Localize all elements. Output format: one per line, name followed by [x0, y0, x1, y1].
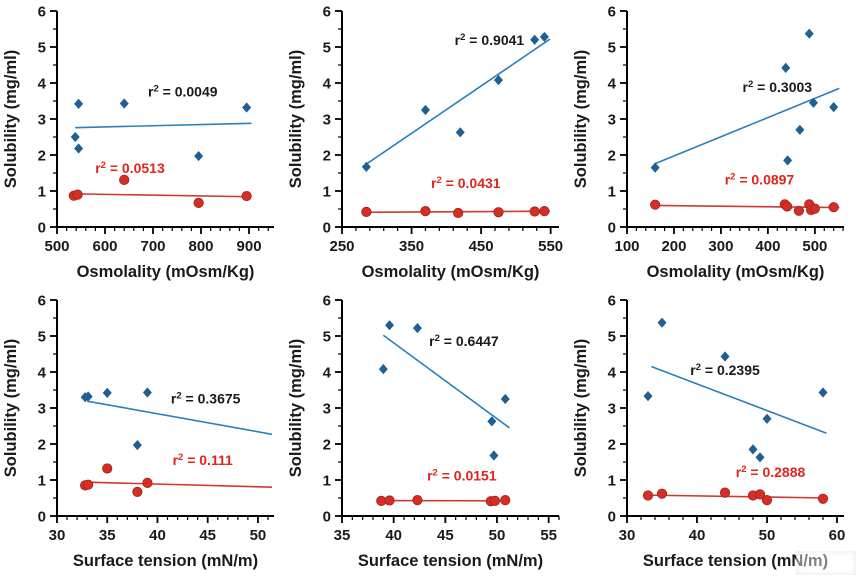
svg-text:r2 = 0.111: $r^2 = 0.111$: [172, 451, 233, 468]
svg-text:550: 550: [538, 238, 564, 255]
svg-text:r2 = 0.6447: $r^2 = 0.6447$: [429, 333, 499, 350]
svg-text:2: 2: [607, 436, 616, 454]
svg-text:3: 3: [607, 400, 616, 418]
svg-text:6: 6: [322, 292, 331, 310]
svg-text:6: 6: [322, 3, 331, 21]
svg-text:Solubility (mg/ml): Solubility (mg/ml): [2, 49, 20, 189]
svg-text:1: 1: [37, 183, 46, 201]
svg-text:1: 1: [37, 472, 46, 490]
svg-text:0: 0: [607, 219, 616, 237]
svg-text:0: 0: [607, 508, 616, 526]
svg-text:Solubility (mg/ml): Solubility (mg/ml): [2, 338, 20, 478]
svg-text:500: 500: [802, 238, 828, 255]
svg-text:Surface tension (mN/m): Surface tension (mN/m): [642, 552, 829, 570]
svg-text:1: 1: [322, 472, 331, 490]
plot-solubility-vs-osmolality-3: [570, 0, 856, 289]
svg-text:30: 30: [48, 527, 66, 544]
svg-text:40: 40: [385, 527, 403, 544]
svg-text:4: 4: [322, 75, 331, 93]
svg-text:4: 4: [37, 75, 46, 93]
svg-text:r2 = 0.9041: $r^2 = 0.9041$: [454, 32, 525, 49]
svg-text:Surface tension (mN/m): Surface tension (mN/m): [357, 552, 544, 570]
svg-text:0: 0: [322, 508, 331, 526]
svg-text:0: 0: [37, 508, 46, 526]
svg-text:100: 100: [614, 238, 640, 255]
svg-text:1: 1: [322, 183, 331, 201]
svg-text:2: 2: [322, 436, 331, 454]
plot-solubility-vs-surface-tension-1: [0, 289, 285, 578]
svg-text:2: 2: [322, 147, 331, 165]
plot-solubility-vs-osmolality-1: [0, 0, 285, 289]
svg-text:3: 3: [37, 111, 46, 129]
svg-text:4: 4: [607, 364, 616, 382]
svg-text:3: 3: [322, 400, 331, 418]
plot-solubility-vs-surface-tension-3: [570, 289, 856, 578]
svg-text:6: 6: [607, 3, 616, 21]
svg-text:r2 = 0.0513: $r^2 = 0.0513$: [95, 160, 165, 176]
svg-text:Osmolality (mOsm/Kg): Osmolality (mOsm/Kg): [76, 263, 255, 281]
svg-text:r2 = 0.0049: $r^2 = 0.0049$: [148, 83, 218, 100]
svg-text:r2 = 0.3675: $r^2 = 0.3675$: [170, 390, 241, 407]
svg-text:55: 55: [540, 527, 558, 544]
svg-text:0: 0: [322, 219, 331, 237]
svg-text:6: 6: [37, 292, 46, 310]
svg-text:200: 200: [661, 238, 687, 255]
svg-text:1: 1: [607, 183, 616, 201]
svg-text:Solubility (mg/ml): Solubility (mg/ml): [572, 49, 590, 189]
svg-text:2: 2: [37, 436, 46, 454]
svg-text:6: 6: [607, 292, 616, 310]
svg-text:r2 = 0.2395: $r^2 = 0.2395$: [690, 361, 760, 378]
svg-text:2: 2: [607, 147, 616, 165]
svg-text:4: 4: [37, 364, 46, 382]
svg-text:5: 5: [322, 39, 331, 57]
svg-text:50: 50: [488, 527, 506, 544]
svg-text:500: 500: [44, 238, 70, 255]
svg-text:35: 35: [98, 527, 116, 544]
svg-text:r2 = 0.3003: $r^2 = 0.3003$: [742, 79, 813, 95]
svg-text:3: 3: [37, 400, 46, 418]
svg-text:450: 450: [468, 238, 494, 255]
svg-text:5: 5: [607, 39, 616, 57]
svg-text:Osmolality (mOsm/Kg): Osmolality (mOsm/Kg): [646, 263, 825, 281]
svg-text:5: 5: [322, 328, 331, 346]
svg-text:5: 5: [37, 39, 46, 57]
svg-text:45: 45: [199, 527, 217, 544]
svg-text:600: 600: [92, 238, 118, 255]
svg-text:250: 250: [329, 238, 355, 255]
svg-text:6: 6: [37, 3, 46, 21]
svg-text:5: 5: [37, 328, 46, 346]
svg-text:900: 900: [236, 238, 262, 255]
svg-text:50: 50: [758, 527, 776, 544]
svg-text:r2 = 0.0431: $r^2 = 0.0431$: [431, 175, 501, 192]
svg-text:3: 3: [607, 111, 616, 129]
svg-text:350: 350: [399, 238, 425, 255]
svg-text:Solubility (mg/ml): Solubility (mg/ml): [287, 338, 305, 478]
svg-text:Surface tension (mN/m): Surface tension (mN/m): [72, 552, 259, 570]
svg-text:r2 = 0.2888: $r^2 = 0.2888$: [735, 464, 806, 481]
svg-text:40: 40: [149, 527, 166, 544]
svg-text:1: 1: [607, 472, 616, 490]
svg-text:35: 35: [333, 527, 351, 544]
svg-text:300: 300: [708, 238, 734, 255]
plot-solubility-vs-osmolality-2: [285, 0, 570, 289]
svg-text:5: 5: [607, 328, 616, 346]
svg-text:Osmolality (mOsm/Kg): Osmolality (mOsm/Kg): [361, 263, 540, 281]
svg-text:Solubility (mg/ml): Solubility (mg/ml): [287, 49, 305, 189]
svg-text:3: 3: [322, 111, 331, 129]
svg-text:4: 4: [607, 75, 616, 93]
svg-text:0: 0: [37, 219, 46, 237]
svg-text:800: 800: [188, 238, 214, 255]
svg-text:700: 700: [140, 238, 166, 255]
svg-text:4: 4: [322, 364, 331, 382]
svg-text:30: 30: [618, 527, 636, 544]
svg-text:40: 40: [688, 527, 706, 544]
plot-solubility-vs-surface-tension-2: [285, 289, 570, 578]
svg-text:Solubility (mg/ml): Solubility (mg/ml): [572, 338, 590, 478]
svg-text:2: 2: [37, 147, 46, 165]
svg-text:r2 = 0.0151: $r^2 = 0.0151$: [427, 467, 497, 484]
svg-text:r2 = 0.0897: $r^2 = 0.0897$: [724, 171, 795, 188]
svg-text:45: 45: [436, 527, 454, 544]
svg-text:50: 50: [249, 527, 267, 544]
svg-text:60: 60: [828, 527, 846, 544]
svg-text:400: 400: [755, 238, 781, 255]
